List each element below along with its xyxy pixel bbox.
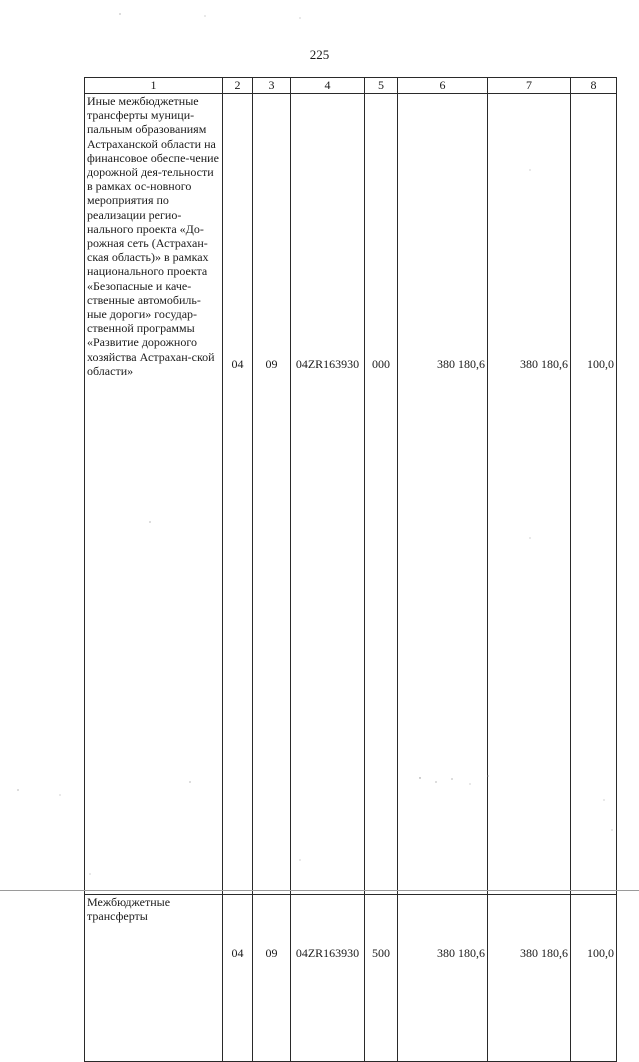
row-name-cell: Иные межбюджетные трансферты муници-пальным образованиям Астраханской области на финансовое обеспе-чение дорожной дея-тельности в рамках ос-новного мероприятия по реализации регио-нального проекта «До-рожная сеть (Астрахан-ская область)» в рамках национального проекта «Безопасные и каче-ственные автомобиль-ные дороги» государ-ственной программы «Развитие дорожного хозяйства Астрахан-ской области» — [85, 94, 223, 895]
column-header-5: 5 — [365, 78, 398, 94]
target-article-cell: 04ZR163930 — [291, 895, 365, 1062]
column-header-8: 8 — [571, 78, 617, 94]
column-header-7: 7 — [488, 78, 571, 94]
executed-amount-cell: 380 180,6 — [488, 94, 571, 895]
column-header-row — [85, 78, 617, 94]
subsection-cell: 09 — [253, 895, 291, 1062]
budget-table — [84, 77, 617, 1062]
column-header-4: 4 — [291, 78, 365, 94]
column-header-1: 1 — [85, 78, 223, 94]
percent-cell: 100,0 — [571, 895, 617, 1062]
approved-amount-cell: 380 180,6 — [398, 94, 488, 895]
column-header-2: 2 — [223, 78, 253, 94]
table-row — [85, 94, 617, 895]
expense-type-cell: 000 — [365, 94, 398, 895]
column-header-6: 6 — [398, 78, 488, 94]
subsection-cell: 09 — [253, 94, 291, 895]
table-row — [85, 895, 617, 1062]
row-name-cell: Межбюджетные трансферты — [85, 895, 223, 1062]
column-header-3: 3 — [253, 78, 291, 94]
expense-type-cell: 500 — [365, 895, 398, 1062]
section-cell: 04 — [223, 895, 253, 1062]
page-number: 225 — [309, 47, 330, 62]
percent-cell: 100,0 — [571, 94, 617, 895]
executed-amount-cell: 380 180,6 — [488, 895, 571, 1062]
bottom-rule — [0, 890, 639, 891]
target-article-cell: 04ZR163930 — [291, 94, 365, 895]
section-cell: 04 — [223, 94, 253, 895]
approved-amount-cell: 380 180,6 — [398, 895, 488, 1062]
